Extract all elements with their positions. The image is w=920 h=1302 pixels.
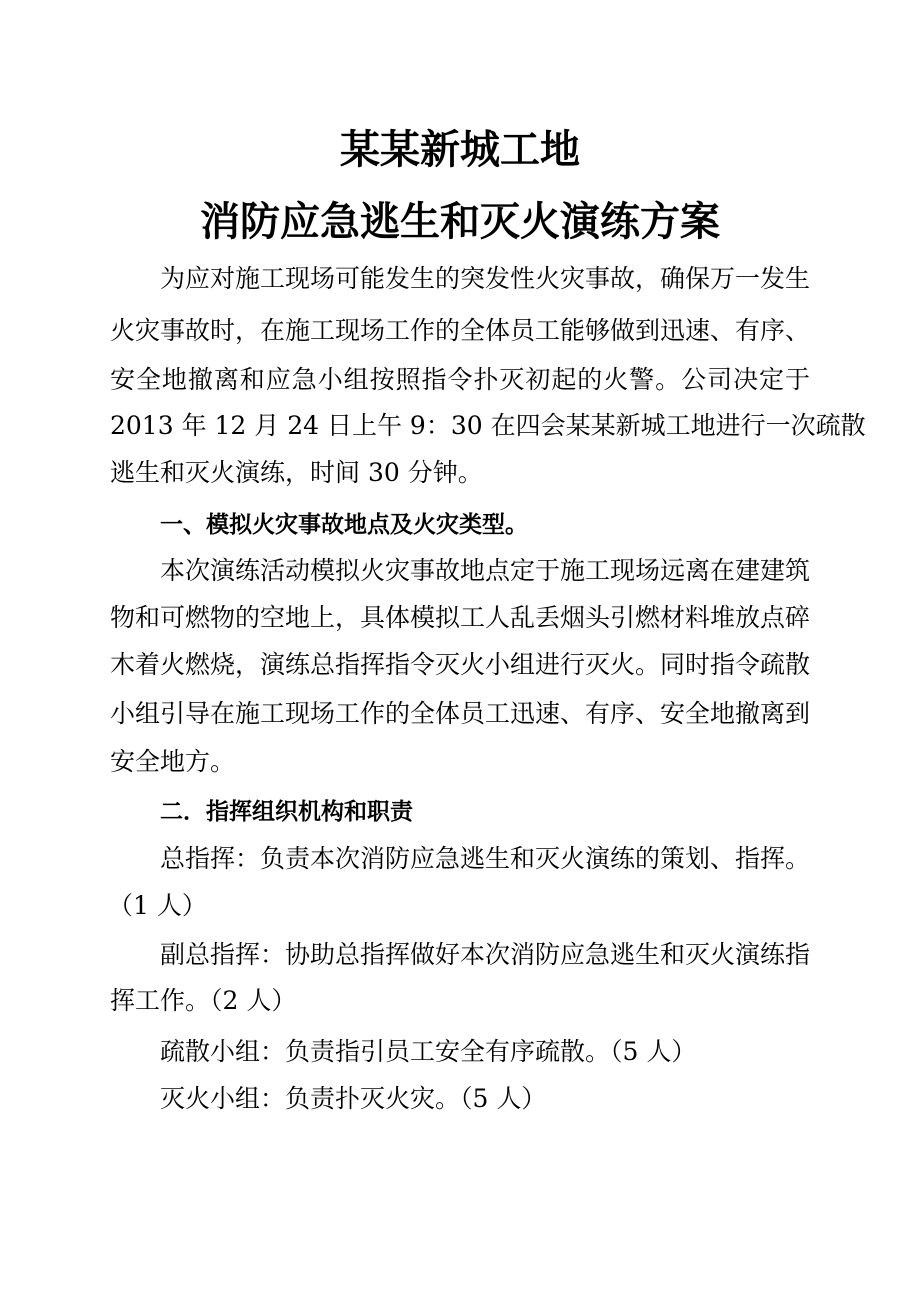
section-1-line: 本次演练活动模拟火灾事故地点定于施工现场远离在建建筑 [160,556,811,585]
section-1-heading: 一、模拟火灾事故地点及火灾类型。 [160,511,528,538]
intro-line: 2013 年 12 月 24 日上午 9：30 在四会某某新城工地进行一次疏散 [110,411,866,440]
section-1-line: 木着火燃烧，演练总指挥指令灭火小组进行灭火。同时指令疏散 [110,650,811,679]
firefighting-team-role: 灭火小组：负责扑灭火灾。（5 人） [160,1084,547,1113]
section-2-heading: 二．指挥组织机构和职责 [160,798,413,825]
intro-line: 火灾事故时，在施工现场工作的全体员工能够做到迅速、有序、 [110,316,811,345]
section-1-line: 安全地方。 [110,747,236,776]
deputy-role-line: 副总指挥：协助总指挥做好本次消防应急逃生和灭火演练指 [160,940,811,969]
commander-role-count: （1 人） [108,891,207,920]
evacuation-team-role: 疏散小组：负责指引员工安全有序疏散。（5 人） [160,1037,697,1066]
section-1-line: 物和可燃物的空地上，具体模拟工人乱丢烟头引燃材料堆放点碎 [110,603,811,632]
document-title-line-2: 消防应急逃生和灭火演练方案 [200,198,720,245]
commander-role-line: 总指挥：负责本次消防应急逃生和灭火演练的策划、指挥。 [160,844,811,873]
deputy-role-line: 挥工作。（2 人） [110,986,297,1015]
intro-line: 安全地撤离和应急小组按照指令扑灭初起的火警。公司决定于 [110,365,810,394]
intro-line: 为应对施工现场可能发生的突发性火灾事故，确保万一发生 [160,264,811,293]
intro-line: 逃生和灭火演练，时间 30 分钟。 [110,458,483,487]
document-title-line-1: 某某新城工地 [340,126,580,173]
section-1-line: 小组引导在施工现场工作的全体员工迅速、有序、安全地撤离到 [110,699,811,728]
